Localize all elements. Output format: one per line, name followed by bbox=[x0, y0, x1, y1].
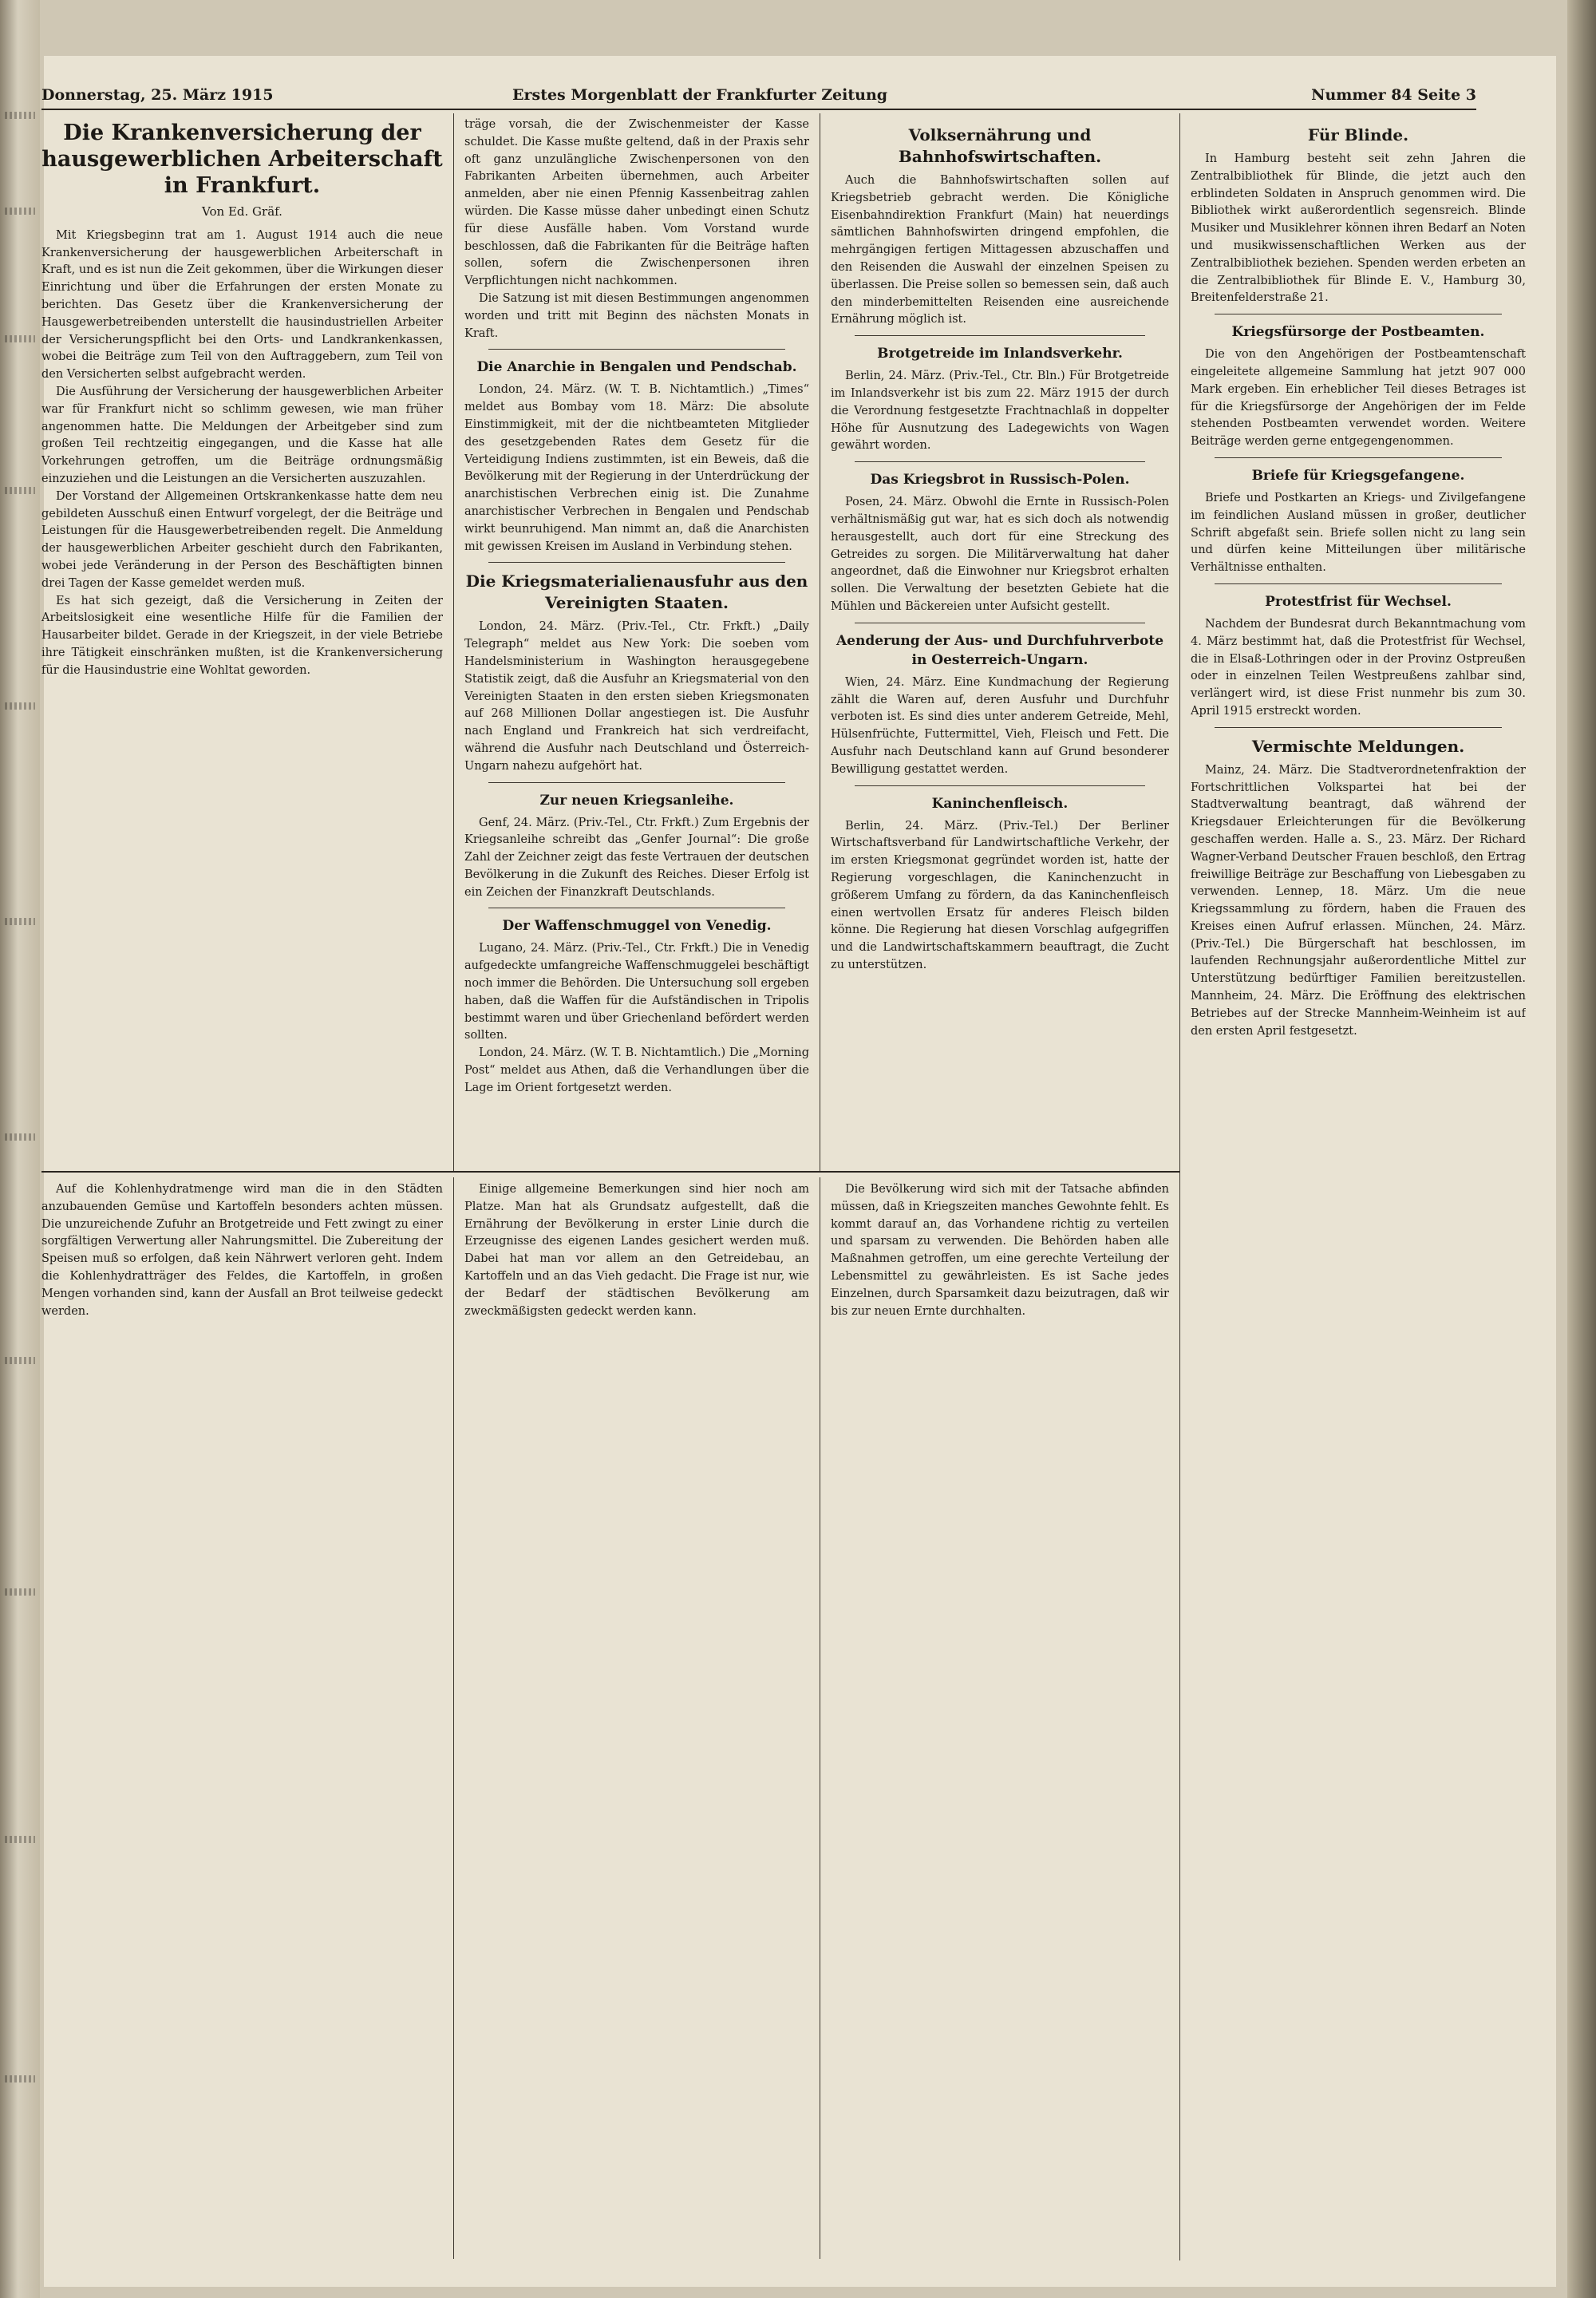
section-rule bbox=[488, 562, 785, 563]
paragraph: Einige allgemeine Bemerkungen sind hier noch am Platze. Man hat als Grundsatz aufgestellt, daß die Ernährung der Bevölkerung in erster Linie durch die Erzeugnisse des eigenen Landes gesichert werden muß. Dabei hat man vor allem an den Getreidebau, an Kartoffeln und an das Vieh gedacht. Die Frage ist nur, wie der Bedarf der städtischen Bevölkerung am zweckmäßigsten gedeckt werden kann. bbox=[464, 1183, 809, 1318]
paragraph: Es hat sich gezeigt, daß die Versicherung in Zeiten der Arbeitslosigkeit eine wesentliche Hilfe für die Familien der Hausarbeiter bildet. Gerade in der Kriegszeit, in der viele Betriebe ihre Tätigkeit einschränken mußten, ist die Krankenversicherung für die Hausindustrie eine Wohltat geworden. bbox=[41, 594, 443, 677]
column-rule bbox=[453, 113, 454, 1171]
paragraph: London, 24. März. (Priv.-Tel., Ctr. Frkft.) „Daily Telegraph“ meldet aus New York: Die soeben vom Handelsministerium in Washington herausgegebene Statistik zeigt, daß die Ausfuhr an Kriegsmaterial von den Vereinigten Staaten in den ersten sieben Kriegsmonaten auf 268 Millionen Dollar angestiegen ist. Die Ausfuhr nach England und Frankreich hat sich verdreifacht, während die Ausfuhr nach Deutschland und Österreich-Ungarn nahezu aufgehört hat. bbox=[464, 620, 809, 773]
section-heading: Die Kriegsmaterialienausfuhr aus den Vereinigten Staaten. bbox=[465, 572, 808, 613]
paragraph: London, 24. März. (W. T. B. Nichtamtlich.) Die „Morning Post“ meldet aus Athen, daß die Verhandlungen über die Lage im Orient fortgesetzt werden. bbox=[464, 1046, 809, 1094]
section-heading: Brotgetreide im Inlandsverkehr. bbox=[877, 346, 1123, 362]
paragraph: Lugano, 24. März. (Priv.-Tel., Ctr. Frkft.) Die in Venedig aufgedeckte umfangreiche Waffenschmuggelei beschäftigt noch immer die Behörden. Die Untersuchung soll ergeben haben, daß die Waffen für die Aufständischen in Tripolis bestimmt waren und über Griechenland befördert werden sollten. bbox=[464, 942, 809, 1042]
paragraph: Mit Kriegsbeginn trat am 1. August 1914 auch die neue Krankenversicherung der hausgewerblichen Arbeiterschaft in Kraft, und es ist nun die Zeit gekommen, über die Wirkungen dieser Einrichtung und über die Erfahrungen der ersten Monate zu berichten. Das Gesetz über die Krankenversicherung der Hausgewerbetreibenden unterstellt die hausindustriellen Arbeiter der Versicherungspflicht bei den Orts- und Landkrankenkassen, wobei die Beiträge zum Teil von den Auftraggebern, zum Teil von den Versicherten selbst aufgebracht werden. bbox=[41, 228, 443, 382]
section-divider bbox=[41, 1171, 1179, 1173]
section-rule bbox=[1215, 457, 1502, 458]
previous-page-edge bbox=[0, 0, 40, 2298]
bottom-column-3 bbox=[831, 1181, 1169, 2251]
header-edition: Erstes Morgenblatt der Frankfurter Zeitung bbox=[512, 86, 888, 104]
paragraph: Auch die Bahnhofswirtschaften sollen auf Kriegsbetrieb gebracht werden. Die Königliche Eisenbahndirektion Frankfurt (Main) hat neuerdings sämtlichen Bahnhofswirten dringend empfohlen, die mehrgängigen fertigen Mittagessen abzuschaffen und den Reisenden die Auswahl der einzelnen Speisen zu überlassen. Die Preise sollen so bemessen sein, daß auch den minderbemittelten Reisenden eine ausreichende Ernährung möglich ist. bbox=[831, 174, 1169, 326]
section-heading: Der Waffenschmuggel von Venedig. bbox=[502, 918, 772, 935]
paragraph: träge vorsah, die der Zwischenmeister der Kasse schuldet. Die Kasse mußte geltend, daß in der Praxis sehr oft ganz unzulängliche Zwischenpersonen von den Fabrikanten Arbeiten übernehmen, auch Arbeiter anmelden, aber nie einen Pfennig Kassenbeitrag zahlen würden. Die Kasse müsse daher unbedingt einen Schutz für diese Ausfälle haben. Vom Vorstand wurde beschlossen, daß die Fabrikanten für die Beiträge haften sollen, sofern die Zwischenpersonen ihren Verpflichtungen nicht nachkommen. bbox=[464, 118, 809, 288]
paragraph: Die Satzung ist mit diesen Bestimmungen angenommen worden und tritt mit Beginn des nächsten Monats in Kraft. bbox=[464, 291, 809, 340]
section-heading: Kaninchenfleisch. bbox=[931, 795, 1069, 812]
section-heading: Briefe für Kriegsgefangene. bbox=[1251, 467, 1465, 484]
paragraph: Briefe und Postkarten an Kriegs- und Zivilgefangene im feindlichen Ausland müssen in großer, deutlicher Schrift abgefaßt sein. Briefe sollen nicht zu lang sein und dürfen keine Mitteilungen über militärische Verhältnisse enthalten. bbox=[1191, 491, 1526, 575]
binding-edge bbox=[1567, 0, 1596, 2298]
bottom-column-2 bbox=[464, 1181, 809, 2251]
article-title: Die Krankenversicherung der hausgewerblichen Arbeiterschaft in Frankfurt. bbox=[41, 121, 443, 198]
column-rule bbox=[453, 1177, 454, 2259]
paragraph: Mainz, 24. März. Die Stadtverordnetenfraktion der Fortschrittlichen Volkspartei hat bei der Stadtverwaltung beantragt, daß während der Kriegsdauer Erleichterungen für die Bevölkerung geschaffen werden. Halle a. S., 23. März. Der Richard Wagner-Verband Deutscher Frauen beschloß, den Ertrag freiwillige Beiträge zur Beschaffung von Liebesgaben zu verwenden. Lennep, 18. März. Um die neue Kriegssammlung zu fördern, haben die Frauen des Kreises einen Aufruf erlassen. München, 24. März. (Priv.-Tel.) Die Bürgerschaft hat beschlossen, im laufenden Rechnungsjahr außerordentliche Mittel zur Unterstützung bedürftiger Familien bereitzustellen. Mannheim, 24. März. Die Eröffnung des elektrischen Betriebes auf der Strecke Mannheim-Weinheim ist auf den ersten April festgesetzt. bbox=[1191, 763, 1526, 1038]
bottom-column-1 bbox=[41, 1181, 443, 2251]
section-heading: Für Blinde. bbox=[1307, 125, 1409, 144]
paragraph: Der Vorstand der Allgemeinen Ortskrankenkasse hatte dem neu gebildeten Ausschuß einen Entwurf vorgelegt, der die Beiträge und Leistungen für die Hausgewerbetreibenden regelt. Die Anmeldung der hausgewerblichen Arbeiter geschieht durch den Fabrikanten, wobei jede Veränderung in der Person des Beschäftigten binnen drei Tagen der Kasse gemeldet werden muß. bbox=[41, 489, 443, 590]
section-rule bbox=[1215, 727, 1502, 728]
column-2 bbox=[464, 117, 809, 1166]
article-byline: Von Ed. Gräf. bbox=[202, 204, 282, 219]
section-heading: Zur neuen Kriegsanleihe. bbox=[539, 792, 734, 809]
header-date: Donnerstag, 25. März 1915 bbox=[41, 86, 274, 104]
section-heading: Protestfrist für Wechsel. bbox=[1265, 593, 1452, 610]
column-1 bbox=[41, 117, 443, 1166]
paragraph: Berlin, 24. März. (Priv.-Tel.) Der Berliner Wirtschaftsverband für Landwirtschaftliche Verkehr, der im ersten Kriegsmonat gegründet worden ist, hatte der Regierung vorgeschlagen, die Kaninchenzucht in größerem Umfang zu fördern, da das Kaninchenfleisch einen wertvollen Ersatz für anderes Fleisch bilden könne. Die Regierung hat diesen Vorschlag aufgegriffen und die Landwirtschaftskammern beauftragt, die Zucht zu unterstützen. bbox=[831, 819, 1169, 971]
section-heading: Die Anarchie in Bengalen und Pendschab. bbox=[476, 359, 797, 376]
section-heading: Das Kriegsbrot in Russisch-Polen. bbox=[870, 472, 1130, 488]
section-heading: Volksernährung und Bahnhofswirtschaften. bbox=[898, 125, 1102, 166]
paragraph: Berlin, 24. März. (Priv.-Tel., Ctr. Bln.) Für Brotgetreide im Inlandsverkehr ist bis zum 22. März 1915 der durch die Verordnung festgesetzte Frachtnachlaß in doppelter Höhe für Ausnutzung des Ladegewichts von Wagen gewährt worden. bbox=[831, 370, 1169, 453]
section-rule bbox=[1215, 583, 1502, 584]
column-rule bbox=[1179, 113, 1180, 2260]
paragraph: Nachdem der Bundesrat durch Bekanntmachung vom 4. März bestimmt hat, daß die Protestfrist für Wechsel, die in Elsaß-Lothringen oder in der Provinz Ostpreußen oder in einzelnen Teilen Westpreußens zahlbar sind, verlängert wird, ist diese Frist nunmehr bis zum 30. April 1915 erstreckt worden. bbox=[1191, 617, 1526, 718]
column-3 bbox=[831, 117, 1169, 1166]
paragraph: London, 24. März. (W. T. B. Nichtamtlich.) „Times“ meldet aus Bombay vom 18. März: Die absolute Einstimmigkeit, mit der die nichtbeamteten Mitglieder des gesetzgebenden Rates dem Gesetz für die Verteidigung Indiens zustimmten, ist ein Beweis, daß die Bevölkerung mit der Regierung in der Unterdrückung der anarchistischen Verbrechen einig ist. Die Zunahme anarchistischer Verbrechen in Bengalen und Pendschab wirkt beunruhigend. Man nimmt an, daß die Anarchisten mit gewissen Kreisen im Ausland in Verbindung stehen. bbox=[464, 383, 809, 553]
section-heading: Kriegsfürsorge der Postbeamten. bbox=[1231, 324, 1485, 341]
section-rule bbox=[855, 335, 1145, 336]
header-rule bbox=[41, 109, 1476, 110]
paragraph: Die von den Angehörigen der Postbeamtenschaft eingeleitete allgemeine Sammlung hat jetzt 907 000 Mark ergeben. Ein erheblicher Teil dieses Betrages ist für die Kriegsfürsorge der Angehörigen der im Felde stehenden Postbeamten verwendet worden. Weitere Beiträge werden gerne entgegengenommen. bbox=[1191, 348, 1526, 449]
column-4 bbox=[1191, 117, 1526, 2256]
paragraph: Auf die Kohlenhydratmenge wird man die in den Städten anzubauenden Gemüse und Kartoffeln besonders achten müssen. Die unzureichende Zufuhr an Brotgetreide und Fett zwingt zu einer sorgfältigen Verwertung aller Nahrungsmittel. Die Zubereitung der Speisen muß so erfolgen, daß kein Nährwert verloren geht. Indem die Kohlenhydratträger des Feldes, die Kartoffeln, in großen Mengen vorhanden sind, kann der Ausfall an Brot teilweise gedeckt werden. bbox=[41, 1183, 443, 1318]
paragraph: Genf, 24. März. (Priv.-Tel., Ctr. Frkft.) Zum Ergebnis der Kriegsanleihe schreibt das „Genfer Journal“: Die große Zahl der Zeichner zeigt das feste Vertrauen der deutschen Bevölkerung in die Zukunft des Reiches. Dieser Erfolg ist ein Zeichen der Finanzkraft Deutschlands. bbox=[464, 816, 809, 899]
paragraph: Die Ausführung der Versicherung der hausgewerblichen Arbeiter war für Frankfurt nicht so schlimm gewesen, wie man früher angenommen hatte. Die Meldungen der Arbeitgeber sind zum großen Teil rechtzeitig eingegangen, und die Kasse hat alle Vorkehrungen getroffen, um die Beiträge ordnungsmäßig einzuziehen und die Leistungen an die Versicherten auszuzahlen. bbox=[41, 385, 443, 485]
section-rule bbox=[855, 785, 1145, 786]
paragraph: Posen, 24. März. Obwohl die Ernte in Russisch-Polen verhältnismäßig gut war, hat es sich doch als notwendig herausgestellt, auch dort für eine Streckung des Getreides zu sorgen. Die Militärverwaltung hat daher angeordnet, daß die Einwohner nur Kriegsbrot erhalten sollen. Die Verwaltung der besetzten Gebiete hat die Mühlen und Bäckereien unter Aufsicht gestellt. bbox=[831, 496, 1169, 613]
paragraph: In Hamburg besteht seit zehn Jahren die Zentralbibliothek für Blinde, die jetzt auch den erblindeten Soldaten in Anspruch genommen wird. Die Bibliothek wirkt außerordentlich segensreich. Blinde Musiker und Musiklehrer können ihren Bedarf an Noten und musikwissenschaftlichen Werken aus der Zentralbibliothek beziehen. Spenden werden erbeten an die Zentralbibliothek für Blinde E. V., Hamburg 30, Breitenfelderstraße 21. bbox=[1191, 152, 1526, 305]
section-heading: Vermischte Meldungen. bbox=[1251, 736, 1465, 756]
section-rule bbox=[488, 782, 785, 783]
section-heading: Aenderung der Aus- und Durchfuhrverbote in Oesterreich-Ungarn. bbox=[836, 632, 1164, 668]
section-rule bbox=[855, 461, 1145, 462]
paragraph: Wien, 24. März. Eine Kundmachung der Regierung zählt die Waren auf, deren Ausfuhr und Durchfuhr verboten ist. Es sind dies unter anderem Getreide, Mehl, Hülsenfrüchte, Futtermittel, Vieh, Fleisch und Fett. Die Ausfuhr nach Deutschland kann auf Grund besonderer Bewilligung gestattet werden. bbox=[831, 675, 1169, 776]
paragraph: Die Bevölkerung wird sich mit der Tatsache abfinden müssen, daß in Kriegszeiten manches Gewohnte fehlt. Es kommt darauf an, das Vorhandene richtig zu verteilen und sparsam zu verwenden. Die Behörden haben alle Maßnahmen getroffen, um eine gerechte Verteilung der Lebensmittel zu gewährleisten. Es ist Sache jedes Einzelnen, durch Sparsamkeit dazu beizutragen, daß wir bis zur neuen Ernte durchhalten. bbox=[831, 1183, 1169, 1318]
header-page-number: Nummer 84 Seite 3 bbox=[1311, 86, 1476, 104]
page-header bbox=[41, 81, 1476, 110]
section-rule bbox=[488, 349, 785, 350]
